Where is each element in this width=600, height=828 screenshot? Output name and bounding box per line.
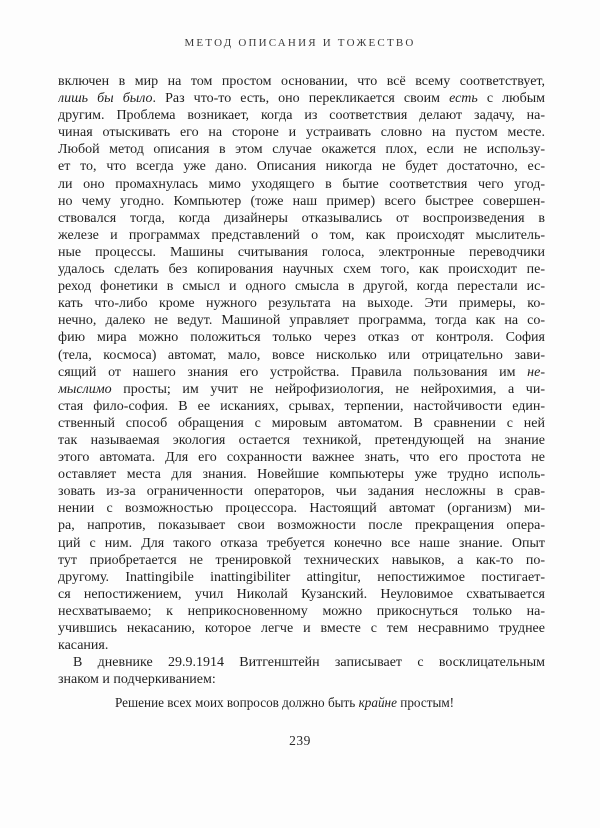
- text-line: [58, 312, 545, 329]
- text-line: [58, 671, 545, 688]
- text-line: [58, 620, 545, 637]
- text-line: [58, 176, 545, 193]
- text-line: [58, 535, 545, 552]
- text-line: [58, 329, 545, 346]
- running-head: МЕТОД ОПИСАНИЯ И ТОЖЕСТВО: [184, 37, 416, 49]
- text-block: [58, 73, 545, 711]
- text-segment: несхватываемо; к неприкосновенному можно прикоснуться только на-: [58, 603, 545, 619]
- paragraph-main: [58, 73, 545, 654]
- text-segment: нечно, далеко не ведут. Машиной управляет программа, тогда как на со-: [58, 313, 545, 329]
- text-segment: сящий от нашего знания его устройства. Правила пользования им: [58, 364, 528, 380]
- text-line: [58, 483, 545, 500]
- text-line: [58, 193, 545, 210]
- text-segment: этого автомата. Для его сохранности важнее знать, что его простота не: [58, 450, 545, 466]
- text-segment: кать что-либо кроме нужного результата на выходе. Эти примеры, ко-: [58, 296, 545, 312]
- text-segment: железе и программах представлений о том, как происходят мыслитель-: [58, 227, 545, 243]
- italic-text-segment: крайне: [358, 695, 397, 711]
- text-line: [58, 517, 545, 534]
- text-line: [58, 158, 545, 175]
- text-segment: стая фило-софия. В ее исканиях, срывах, терпении, настойчивости един-: [58, 398, 545, 414]
- text-line: [58, 586, 545, 603]
- text-segment: зовать из-за ограниченности операторов, чьи задания несложны в срав-: [58, 484, 545, 500]
- text-segment: (тела, космоса) автомат, мало, вовсе нисколько или отрицательно зави-: [58, 347, 545, 363]
- text-segment: В дневнике 29.9.1914 Витгенштейн записывает с восклицательным: [73, 655, 545, 671]
- text-line: [58, 261, 545, 278]
- text-line: [58, 347, 545, 364]
- text-line: [58, 278, 545, 295]
- text-line: [58, 244, 545, 261]
- text-segment: оставляет места для знания. Новейшие компьютеры уже трудно исполь-: [58, 467, 545, 483]
- text-segment: с любым: [477, 91, 545, 107]
- text-segment: но чему угодно. Компьютер (тоже наш пример) всего быстрее совершен-: [58, 193, 545, 209]
- text-segment: чиная отыскивать его на стороне и устраивать словно на пустом месте.: [58, 125, 545, 141]
- italic-text-segment: мыслимо: [58, 381, 112, 397]
- text-line: [58, 466, 545, 483]
- paragraph-diary-note: [58, 654, 545, 688]
- text-segment: нении с возможностью процессора. Настоящий автомат (организм) ми-: [58, 501, 545, 517]
- text-segment: ся непостижением, учил Николай Кузанский. Неуловимое схватывается: [58, 586, 545, 602]
- text-line: [58, 141, 545, 158]
- text-line: [58, 398, 545, 415]
- text-segment: ра, напротив, показывает свои возможности после прекращения опера-: [58, 518, 545, 534]
- text-line: [115, 694, 545, 711]
- text-line: [58, 552, 545, 569]
- text-line: [58, 603, 545, 620]
- text-segment: простым!: [396, 695, 455, 711]
- text-segment: тут приобретается не тренировкой технических навыков, а как-то по-: [58, 552, 545, 568]
- text-segment: включен в мир на том простом основании, что всё всему соответствует,: [58, 74, 545, 89]
- text-line: [58, 364, 545, 381]
- text-line: [58, 637, 545, 654]
- italic-text-segment: не-: [527, 364, 545, 380]
- text-segment: знаком и подчеркиванием:: [58, 672, 216, 688]
- text-segment: касания.: [58, 638, 109, 654]
- text-line: [58, 73, 545, 90]
- text-segment: просты; им учит не нейрофизиология, не нейрохимия, а чи-: [111, 381, 545, 397]
- text-segment: ций с ним. Для такого отказа требуется конечно все наше знание. Опыт: [58, 535, 545, 551]
- text-segment: Любой метод описания в этом случае окажется плох, если не использу-: [58, 142, 545, 158]
- text-segment: реход фонетики в смысл и одного смысла в другой, когда перестали ис-: [58, 279, 545, 295]
- text-line: [58, 449, 545, 466]
- text-segment: ет то, что всегда уже дано. Описания никогда не будет достаточно, ес-: [58, 159, 545, 175]
- text-segment: ные процессы. Машины считывания голоса, электронные переводчики: [58, 244, 545, 260]
- text-line: [58, 381, 545, 398]
- text-segment: удалось сделать без копирования научных схем того, как происходит пе-: [58, 262, 545, 278]
- text-line: [58, 295, 545, 312]
- block-quote: [58, 694, 545, 711]
- text-line: [58, 654, 545, 671]
- text-segment: ствовался тогда, когда дизайнеры отказывались от воспроизведения в: [58, 210, 545, 226]
- text-line: [58, 569, 545, 586]
- text-line: [58, 107, 545, 124]
- text-segment: так называемая экология остается техникой, претендующей на знание: [58, 432, 545, 448]
- text-segment: Решение всех моих вопросов должно быть: [115, 695, 359, 711]
- text-line: [58, 432, 545, 449]
- text-line: [58, 124, 545, 141]
- text-line: [58, 210, 545, 227]
- italic-text-segment: лишь бы было: [58, 91, 153, 107]
- text-segment: ственный способ обращения с мировым автоматом. В сравнении с ней: [58, 415, 545, 431]
- page-number: 239: [289, 733, 311, 748]
- text-segment: фию мира можно положиться только через отказ от контроля. София: [58, 330, 545, 346]
- text-line: [58, 415, 545, 432]
- text-segment: . Раз что-то есть, оно перекликается своим: [152, 91, 450, 107]
- italic-text-segment: есть: [449, 91, 478, 107]
- text-segment: ли оно промахнулась мимо уходящего в бытие соответствия чего угод-: [58, 176, 545, 192]
- text-segment: учившись некасанию, которое легче и вместе с тем несравнимо труднее: [58, 621, 545, 636]
- text-line: [58, 227, 545, 244]
- text-segment: другому. Inattingibile inattingibiliter attingitur, непостижимое постигает-: [58, 569, 545, 585]
- text-line: [58, 500, 545, 517]
- text-line: [58, 90, 545, 107]
- text-segment: другим. Проблема возникает, когда из соответствия делают задачу, на-: [58, 108, 545, 124]
